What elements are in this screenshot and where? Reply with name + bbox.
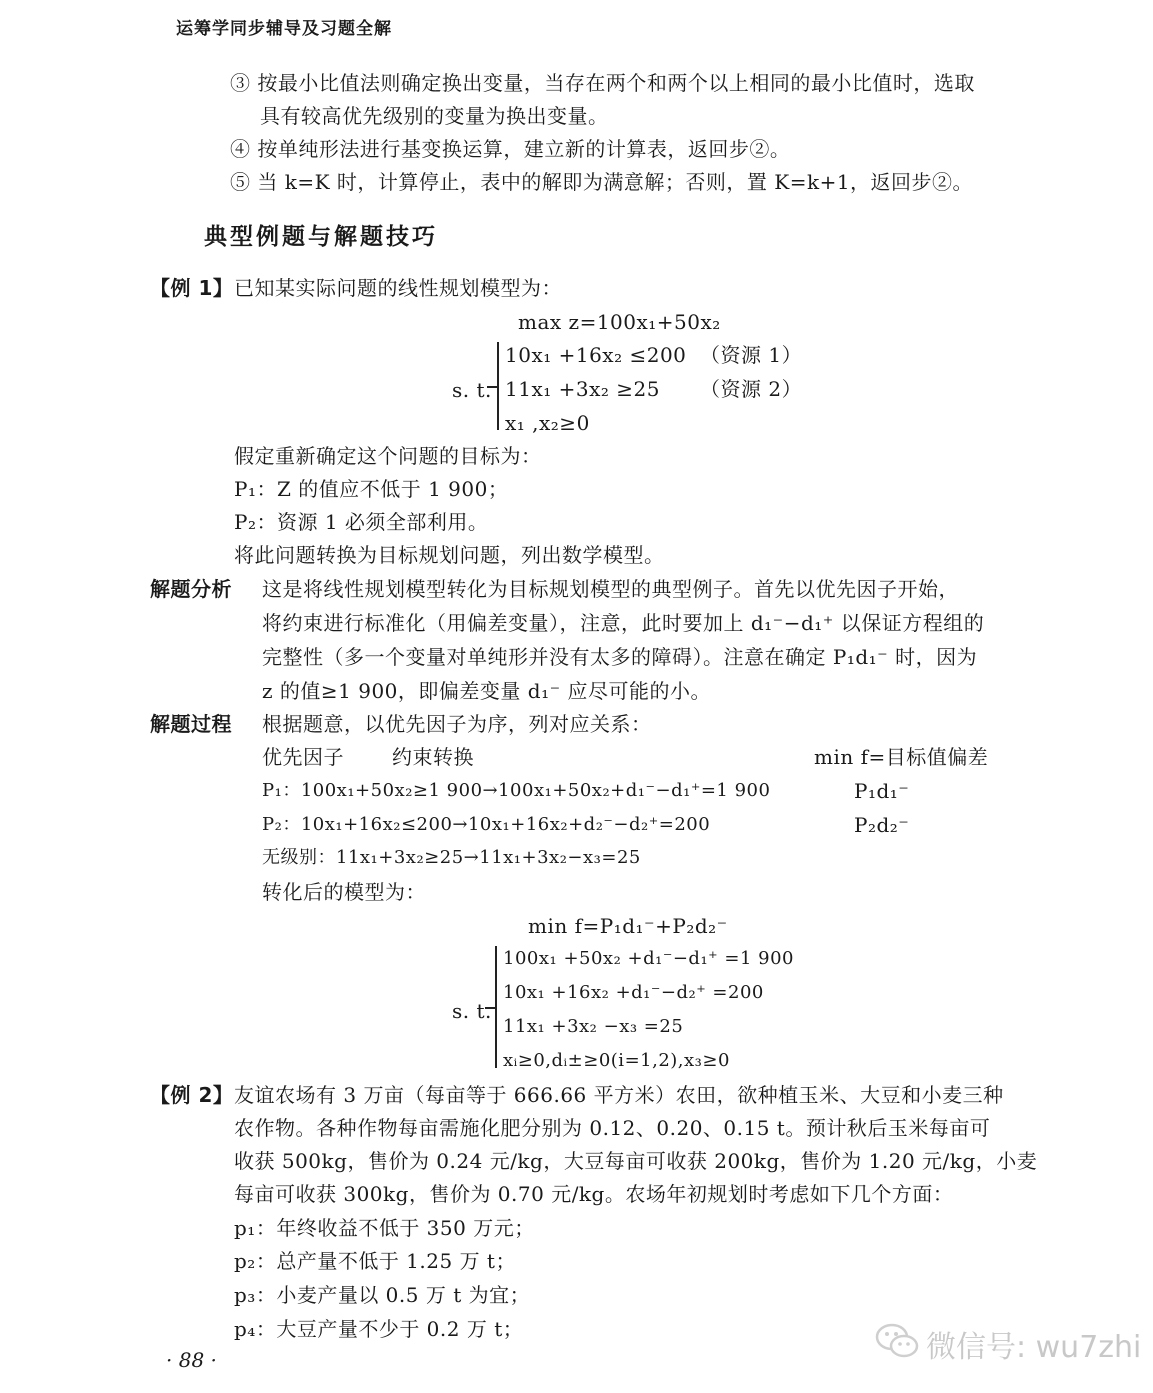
process-row-1: P₁：100x₁+50x₂≥1 900→100x₁+50x₂+d₁⁻−d₁⁺=1 900 <box>262 780 771 801</box>
example-1-constraint-2: 11x₁ +3x₂ ≥25 <box>505 377 660 401</box>
resource-1-label: （资源 1） <box>700 343 803 367</box>
analysis-line-4: z 的值≥1 900，即偏差变量 d₁⁻ 应尽可能的小。 <box>262 679 711 703</box>
example-2-goal-2: p₂：总产量不低于 1.25 万 t； <box>234 1249 516 1273</box>
example-2-goal-4: p₄：大豆产量不少于 0.2 万 t； <box>234 1317 524 1341</box>
analysis-line-1: 这是将线性规划模型转化为目标规划模型的典型例子。首先以优先因子开始， <box>262 577 959 601</box>
resource-2-label: （资源 2） <box>700 377 803 401</box>
process-constraint-3: 11x₁ +3x₂ −x₃ =25 <box>503 1016 684 1037</box>
process-constraint-2: 10x₁ +16x₂ +d₁⁻−d₂⁺ =200 <box>503 982 764 1003</box>
example-1-constraint-1: 10x₁ +16x₂ ≤200 <box>505 343 687 367</box>
process-label: 解题过程 <box>150 712 232 736</box>
process-row-2: P₂：10x₁+16x₂≤200→10x₁+16x₂+d₂⁻−d₂⁺=200 <box>262 814 711 835</box>
analysis-label: 解题分析 <box>150 577 232 601</box>
example-1-task: 将此问题转换为目标规划问题，列出数学模型。 <box>234 543 665 567</box>
process-row-2-deviation: P₂d₂⁻ <box>854 813 910 837</box>
process-constraint-4: xᵢ≥0,dᵢ±≥0(i=1,2),x₃≥0 <box>503 1050 730 1071</box>
example-1-goal-2: P₂：资源 1 必须全部利用。 <box>234 510 489 534</box>
example-2-line-1: 友谊农场有 3 万亩（每亩等于 666.66 平方米）农田，欲种植玉米、大豆和小麦三种 <box>234 1083 1004 1107</box>
example-1-objective: max z=100x₁+50x₂ <box>518 310 721 334</box>
process-col-constraint: 约束转换 <box>392 745 474 769</box>
process-col-deviation: min f=目标值偏差 <box>814 745 989 769</box>
process-intro: 根据题意，以优先因子为序，列对应关系： <box>262 712 652 736</box>
example-1-goal-1: P₁：Z 的值应不低于 1 900； <box>234 477 509 501</box>
process-st: s. t. <box>452 999 492 1023</box>
process-after: 转化后的模型为： <box>262 880 426 904</box>
example-1-constraint-3: x₁ ,x₂≥0 <box>505 411 590 435</box>
process-constraint-1: 100x₁ +50x₂ +d₁⁻−d₁⁺ =1 900 <box>503 948 794 969</box>
example-2-goal-3: p₃：小麦产量以 0.5 万 t 为宜； <box>234 1283 531 1307</box>
example-1-intro: 已知某实际问题的线性规划模型为： <box>234 276 562 300</box>
process-objective: min f=P₁d₁⁻+P₂d₂⁻ <box>528 914 728 938</box>
process-row-1-deviation: P₁d₁⁻ <box>854 779 910 803</box>
analysis-line-3: 完整性（多一个变量对单纯形并没有太多的障碍）。注意在确定 P₁d₁⁻ 时，因为 <box>262 645 978 669</box>
step-5: ⑤ 当 k=K 时，计算停止，表中的解即为满意解；否则，置 K=k+1，返回步②。 <box>230 170 974 194</box>
step-4: ④ 按单纯形法进行基变换运算，建立新的计算表，返回步②。 <box>230 137 791 161</box>
analysis-line-2: 将约束进行标准化（用偏差变量），注意，此时要加上 d₁⁻−d₁⁺ 以保证方程组的 <box>262 611 985 635</box>
page-number: · 88 · <box>166 1348 217 1372</box>
process-row-3: 无级别：11x₁+3x₂≥25→11x₁+3x₂−x₃=25 <box>262 847 641 868</box>
running-header: 运筹学同步辅导及习题全解 <box>176 19 392 39</box>
watermark-text: 微信号: wu7zhi <box>926 1330 1142 1365</box>
example-1-assume: 假定重新确定这个问题的目标为： <box>234 444 542 468</box>
process-col-priority: 优先因子 <box>262 745 344 769</box>
example-2-goal-1: p₁：年终收益不低于 350 万元； <box>234 1216 535 1240</box>
step-3-line-2: 具有较高优先级别的变量为换出变量。 <box>260 104 609 128</box>
example-1-st: s. t. <box>452 378 492 402</box>
example-2-line-3: 收获 500kg，售价为 0.24 元/kg，大豆每亩可收获 200kg，售价为 1.20 元/kg，小麦 <box>234 1149 1038 1173</box>
step-3-line-1: ③ 按最小比值法则确定换出变量，当存在两个和两个以上相同的最小比值时，选取 <box>230 71 975 95</box>
example-2-line-4: 每亩可收获 300kg，售价为 0.70 元/kg。农场年初规划时考虑如下几个方面： <box>234 1182 954 1206</box>
example-1-label: 【例 1】 <box>150 276 234 300</box>
wechat-icon <box>874 1322 920 1360</box>
example-2-line-2: 农作物。各种作物每亩需施化肥分别为 0.12、0.20、0.15 t。预计秋后玉米每亩可 <box>234 1116 991 1140</box>
example-2-label: 【例 2】 <box>150 1083 234 1107</box>
section-heading: 典型例题与解题技巧 <box>204 224 438 250</box>
